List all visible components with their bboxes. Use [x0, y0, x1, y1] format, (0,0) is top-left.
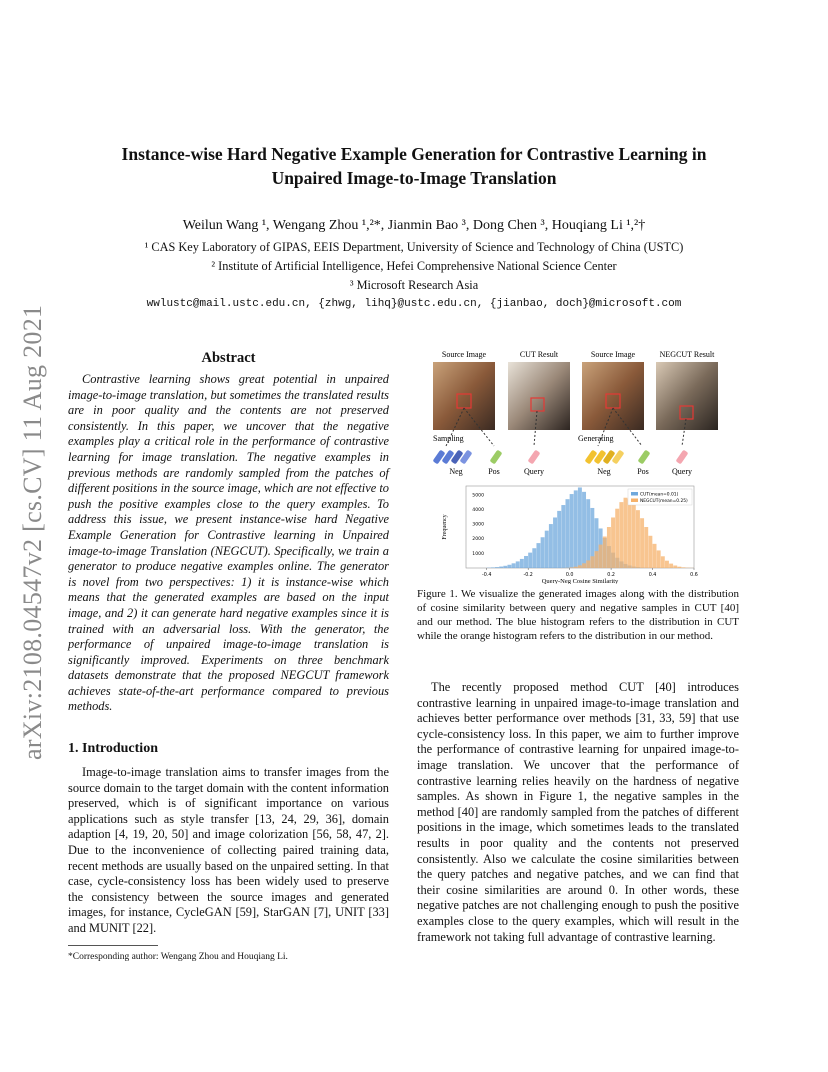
histogram-bar-cut	[586, 499, 590, 568]
label-pos-1: Pos	[488, 467, 500, 476]
histogram-bar-cut	[507, 565, 511, 568]
histogram-bar-negcut	[590, 556, 594, 568]
right-column-paragraph: The recently proposed method CUT [40] introduces contrastive learning in unpaired image-to-image translation and achieves better performance over methods [31, 33, 59] that use cycle-consistency loss. In this paper, we aim to further improve the performance of contrastive learning for unpaired image-to-image translation. We uncover that the performance of contrastive learning relies heavily on the hardness of negative samples. As shown in Figure 1, the negative samples in the method [40] are randomly sampled from the patches of different positions in the image, which sometimes leads to the translated results in poor quality and the contents not preserved consistently. Also we calculate the cosine similarities between the query patches and negative patches, and we can find that their cosine similarities are around 0. In other words, these negative patches are not challenging enough to push the positive examples close to the query examples, which will result in the framework not taking full advantage of contrastive learning.	[417, 680, 739, 944]
cut-result-image	[508, 362, 570, 430]
histogram-bar-negcut	[673, 566, 677, 568]
histogram-bar-negcut	[570, 567, 574, 568]
histogram-bar-negcut	[644, 527, 648, 568]
histogram-bar-negcut	[582, 563, 586, 568]
positive-patch-negcut	[638, 450, 651, 465]
query-patch-negcut	[676, 450, 689, 465]
histogram-bar-negcut	[632, 504, 636, 568]
negative-patches-negcut	[585, 450, 625, 465]
footnote-rule	[68, 945, 158, 946]
legend-swatch	[631, 499, 638, 503]
histogram-bar-cut	[532, 548, 536, 568]
y-tick-label: 4000	[472, 507, 484, 513]
histogram-bar-negcut	[595, 551, 599, 568]
introduction-paragraph: Image-to-image translation aims to transfer images from the source domain to the target domain with the content information preserved, which is of significant importance on various applications such as style transfer [13, 24, 29, 36], domain adaption [4, 19, 20, 50] and image colorization [56, 58, 47, 2]. Due to the inconvenience of collecting paired training data, recent methods are usually based on the unpaired setting. In that case, cycle-consistency loss has been widely used to preserve the consistency between the source images and generated images, for instance, CycleGAN [59], StarGAN [7], UNIT [33] and MUNIT [22].	[68, 765, 389, 935]
right-column-body	[417, 680, 739, 945]
histogram-bar-negcut	[615, 509, 619, 568]
author-list: Weilun Wang ¹, Wengang Zhou ¹,²*, Jianmin Bao ³, Dong Chen ³, Houqiang Li ¹,²†	[182, 218, 646, 233]
x-tick-label: -0.2	[523, 573, 533, 578]
title-line-2: Unpaired Image-to-Image Translation	[271, 168, 557, 188]
figure-1-graphic	[430, 346, 726, 584]
histogram-bar-cut	[503, 566, 507, 568]
histogram-bar-negcut	[661, 556, 665, 568]
query-patch-cut	[528, 450, 541, 465]
paper-title	[60, 142, 768, 190]
histogram-bar-cut	[553, 517, 557, 568]
histogram-bar-negcut	[653, 544, 657, 568]
label-sampling: Sampling	[433, 434, 464, 443]
histogram-bar-negcut	[574, 567, 578, 568]
abstract-paragraph: Contrastive learning shows great potential in unpaired image-to-image translation, but sometimes the translated results are in poor quality and the contents are not preserved consistently. In this paper, we uncover that the negative examples play a critical role in the performance of contrastive learning for image translation. The negative examples in previous methods are randomly sampled from the patches of different positions in the source image, which are not effective to push the positive examples close to the query examples. To address this issue, we present instance-wise hard Negative Example Generation for Contrastive learning in Unpaired image-to-image Translation (NEGCUT). Specifically, we train a generator to produce negative examples online. The generator is novel from two perspectives: 1) it is instance-wise which means that the generated examples are based on the input image, and 2) it can generate hard negative examples since it is trained with an adversarial loss. With the generator, the performance of unpaired image-to-image translation is significantly improved. Experiments on three benchmark datasets demonstrate that the proposed NEGCUT framework achieves state-of-the-art performance compared to previous methods.	[68, 372, 389, 714]
histogram-bar-negcut	[665, 561, 669, 568]
affiliation-2: ² Institute of Artificial Intelligence, Hefei Comprehensive National Science Center	[211, 259, 617, 273]
histogram-bar-negcut	[669, 564, 673, 568]
histogram-bar-cut	[516, 561, 520, 568]
source-image-2	[582, 362, 644, 430]
histogram-bar-negcut	[599, 545, 603, 568]
label-source-image-2: Source Image	[590, 350, 636, 359]
abstract-body	[68, 372, 389, 715]
y-axis-label: Frequency	[442, 514, 448, 540]
histogram-bar-cut	[499, 567, 503, 568]
histogram-bar-negcut	[682, 567, 686, 568]
label-cut-result: CUT Result	[519, 350, 559, 359]
histogram-bar-negcut	[657, 550, 661, 568]
label-pos-2: Pos	[637, 467, 649, 476]
source-image-1	[433, 362, 495, 430]
y-tick-label: 3000	[472, 522, 484, 528]
x-tick-label: -0.4	[482, 573, 492, 578]
abstract-heading: Abstract	[201, 350, 256, 366]
positive-patch-cut	[490, 450, 503, 465]
histogram-bar-cut	[536, 543, 540, 568]
author-emails: wwlustc@mail.ustc.edu.cn, {zhwg, lihq}@ustc.edu.cn, {jianbao, doch}@microsoft.com	[146, 298, 682, 310]
y-tick-label: 5000	[472, 493, 484, 499]
histogram-bar-negcut	[628, 499, 632, 568]
x-tick-label: 0.6	[690, 573, 698, 578]
histogram-bar-cut	[524, 556, 528, 568]
histogram-bar-negcut	[636, 510, 640, 568]
label-source-image-1: Source Image	[441, 350, 487, 359]
histogram-bar-negcut	[648, 536, 652, 568]
introduction-body	[68, 765, 389, 937]
histogram-bar-cut	[570, 494, 574, 568]
histogram-chart	[442, 486, 698, 584]
legend-entry: CUT(mean=0.01)	[640, 492, 679, 498]
legend-swatch	[631, 492, 638, 496]
histogram-bar-cut	[582, 492, 586, 568]
histogram-bar-negcut	[603, 537, 607, 568]
histogram-bar-cut	[491, 567, 495, 568]
label-negcut-result: NEGCUT Result	[659, 350, 715, 359]
histogram-bar-cut	[549, 524, 553, 568]
x-axis-label: Query-Neg Cosine Similarity	[541, 578, 619, 584]
y-tick-label: 1000	[472, 551, 484, 557]
x-tick-label: 0.0	[565, 573, 574, 578]
histogram-bar-negcut	[611, 517, 615, 568]
x-tick-label: 0.2	[607, 573, 615, 578]
legend-entry: NEGCUT(mean=0.25)	[640, 498, 688, 504]
label-query-2: Query	[672, 467, 692, 476]
histogram-bar-cut	[541, 537, 545, 568]
negcut-result-image	[656, 362, 718, 430]
affiliation-1: ¹ CAS Key Laboratory of GIPAS, EEIS Department, University of Science and Technology of China (USTC)	[144, 240, 684, 254]
histogram-bar-cut	[565, 499, 569, 568]
histogram-bar-negcut	[586, 560, 590, 568]
histogram-bar-negcut	[624, 498, 628, 568]
y-tick-label: 2000	[472, 537, 484, 543]
histogram-bar-cut	[557, 511, 561, 568]
footnote: *Corresponding author: Wengang Zhou and Houqiang Li.	[68, 952, 288, 962]
histogram-bar-cut	[574, 490, 578, 568]
arxiv-identifier: arXiv:2108.04547v2 [cs.CV] 11 Aug 2021	[18, 304, 47, 760]
histogram-bar-cut	[528, 553, 532, 568]
histogram-bar-cut	[495, 567, 499, 568]
figure-1	[430, 346, 726, 584]
histogram-bar-negcut	[677, 567, 681, 568]
affiliation-3: ³ Microsoft Research Asia	[349, 278, 479, 292]
histogram-bar-negcut	[619, 502, 623, 568]
introduction-heading: 1. Introduction	[68, 741, 158, 756]
x-tick-label: 0.4	[648, 573, 657, 578]
histogram-bar-negcut	[607, 527, 611, 568]
figure-1-caption: Figure 1. We visualize the generated images along with the distribution of cosine similarity between query and negative samples in CUT [40] and our method. The blue histogram refers to the distribution in CUT while the orange histogram refers to the distribution in our method.	[417, 588, 739, 642]
label-neg-1: Neg	[449, 467, 463, 476]
histogram-bar-cut	[545, 531, 549, 568]
histogram-bar-cut	[561, 505, 565, 568]
label-query-1: Query	[524, 467, 544, 476]
histogram-bar-cut	[512, 563, 516, 568]
histogram-bar-cut	[520, 559, 524, 568]
histogram-bar-negcut	[640, 518, 644, 568]
negative-patches-cut	[433, 450, 473, 465]
label-generating: Generating	[578, 434, 614, 443]
histogram-bar-negcut	[578, 565, 582, 568]
label-neg-2: Neg	[597, 467, 611, 476]
histogram-bar-cut	[578, 487, 582, 568]
title-line-1: Instance-wise Hard Negative Example Generation for Contrastive Learning in	[121, 144, 707, 164]
